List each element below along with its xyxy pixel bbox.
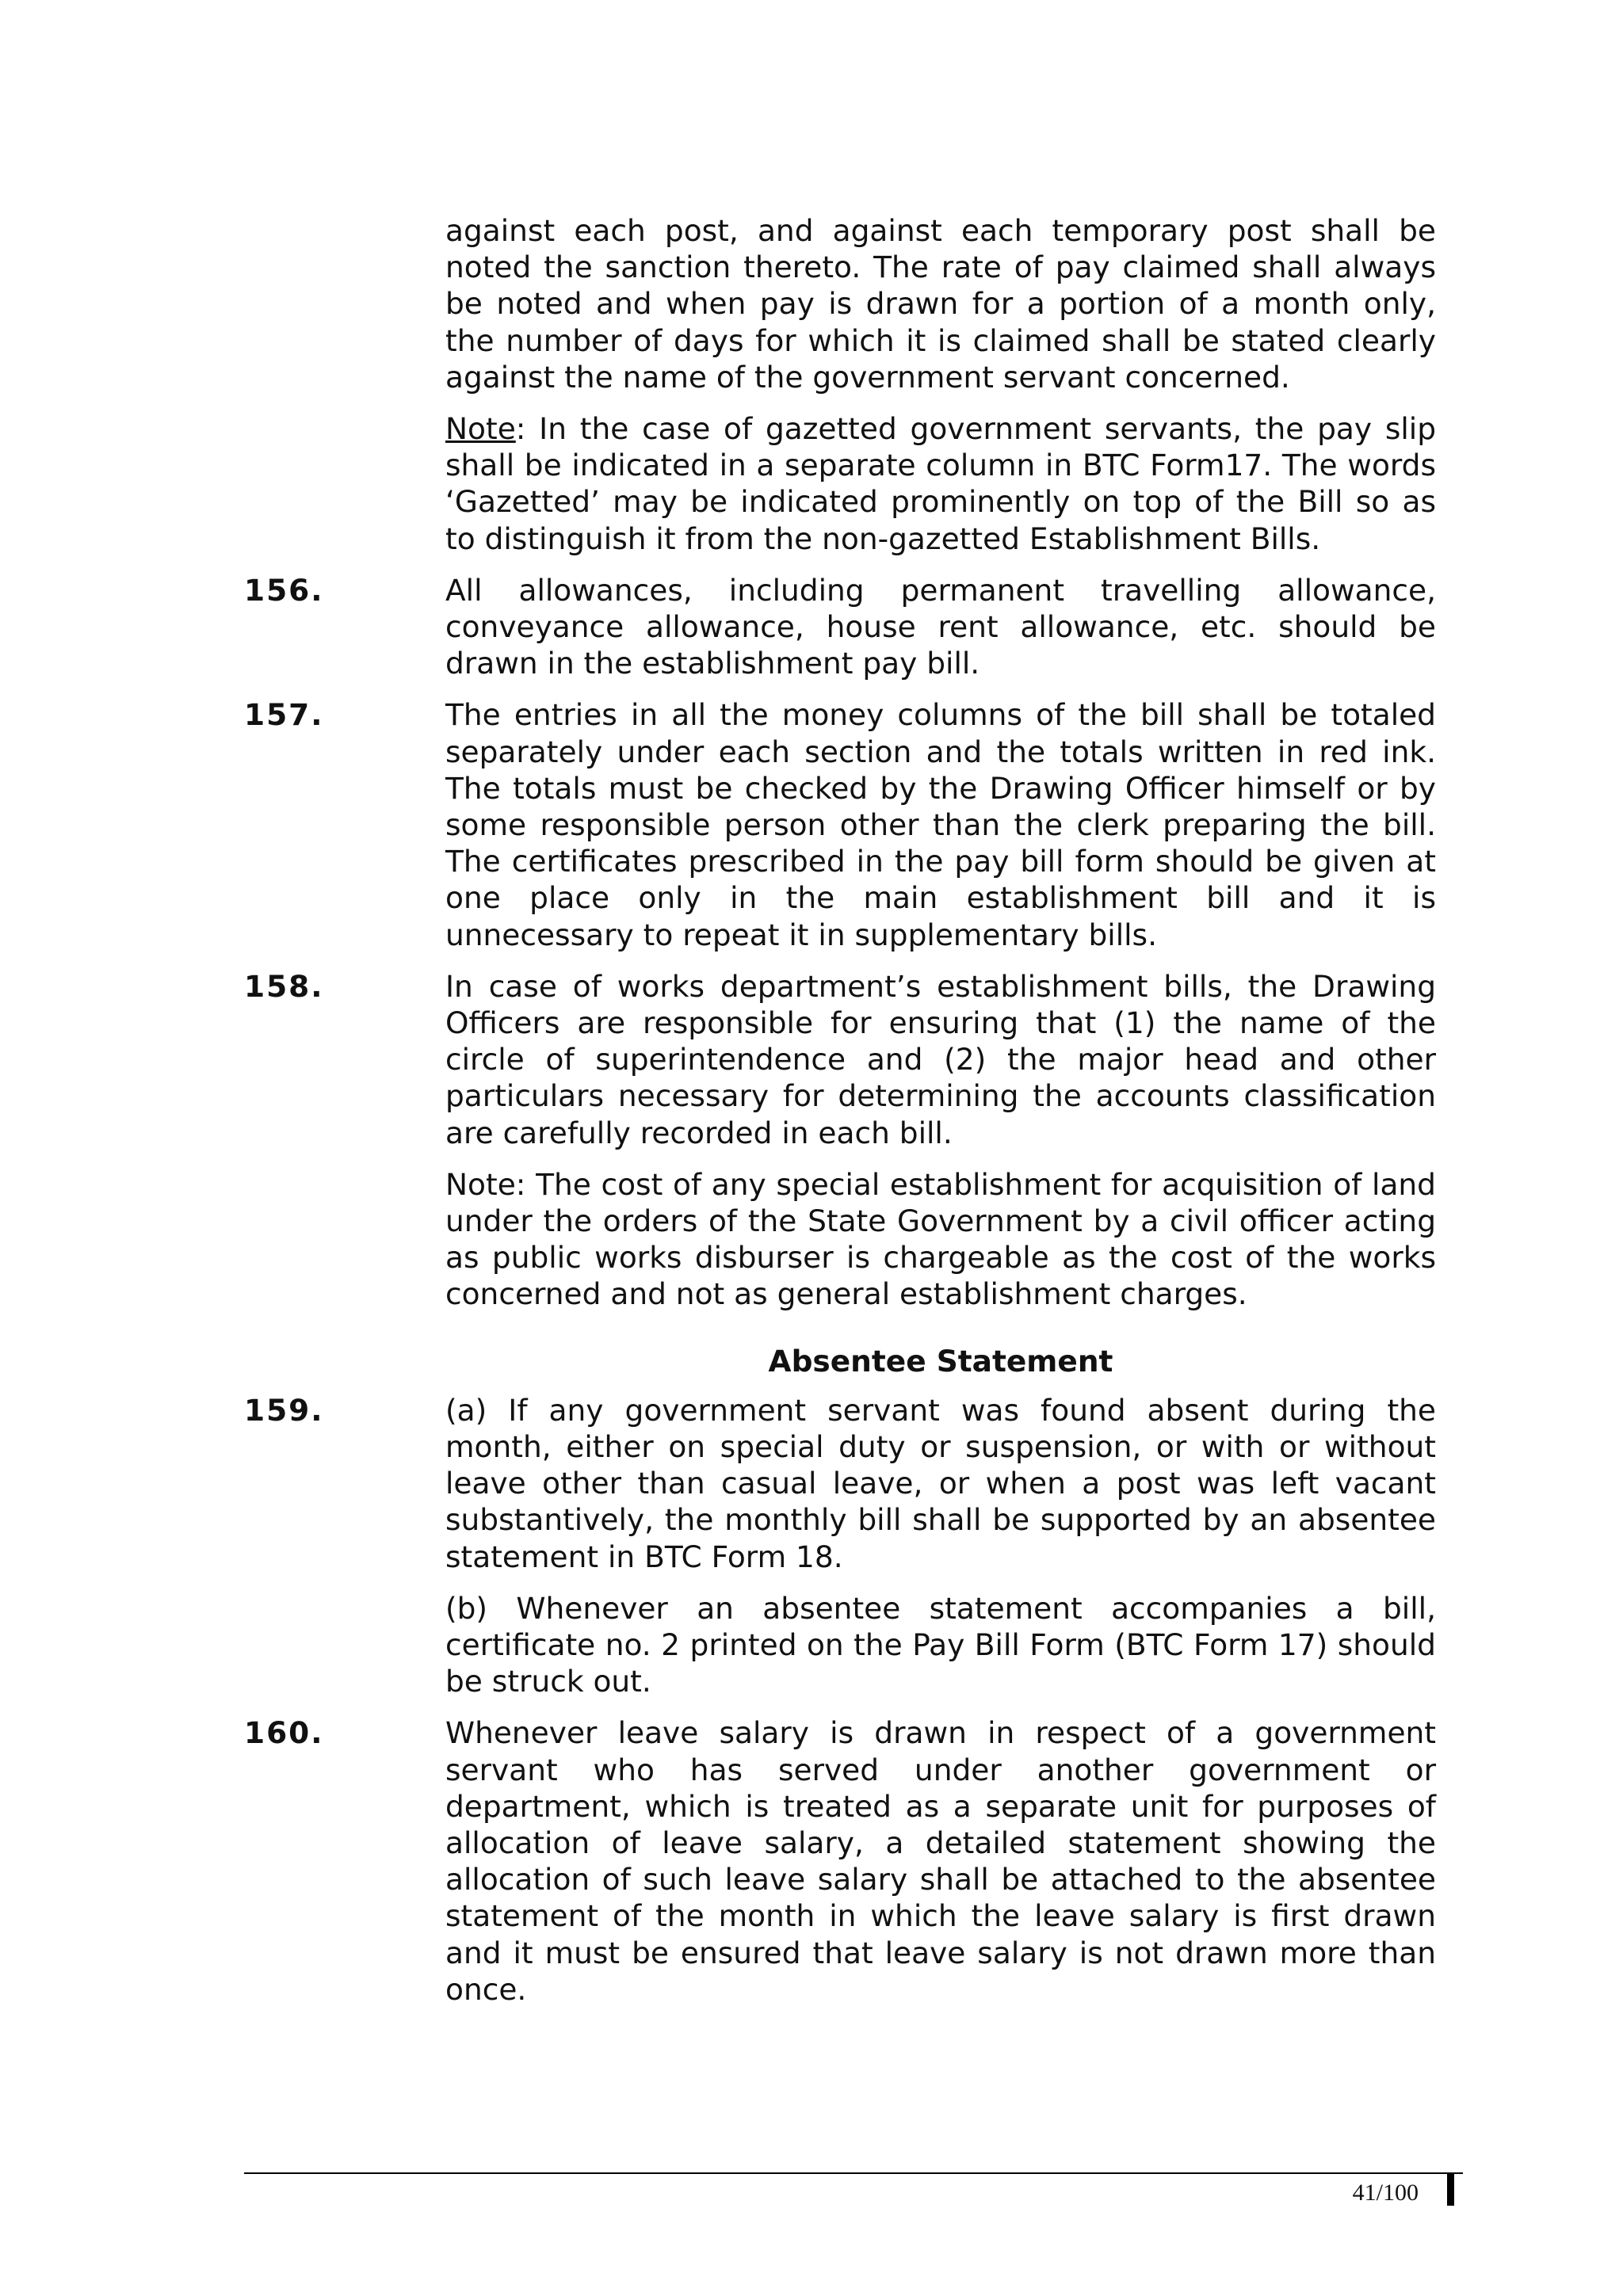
note-label: Note bbox=[445, 411, 516, 447]
section-159a bbox=[244, 1392, 1436, 1575]
section-number: 159. bbox=[244, 1392, 324, 1428]
section-text: In case of works department’s establishment bills, the Drawing Officers are responsible for ensuring that (1) the name of the circle of superintendence and (2) the major head and other particulars necessary for determining the accounts classification are carefully recorded in each bill. bbox=[445, 968, 1436, 1150]
page-number: 41/100 bbox=[1352, 2180, 1419, 2206]
section-157 bbox=[244, 696, 1436, 952]
note-text: Note: The cost of any special establishment for acquisition of land under the orders of the State Government by a civil officer acting as public works disburser is chargeable as the cost of the works concerned and not as general establishment charges. bbox=[445, 1166, 1436, 1312]
note-public-works bbox=[244, 1166, 1436, 1313]
section-156 bbox=[244, 572, 1436, 682]
note-text: : In the case of gazetted government servants, the pay slip shall be indicated in a separate column in BTC Form17. The words ‘Gazetted’ may be indicated prominently on top of the Bill so as to distinguish it from the non-gazetted Establishment Bills. bbox=[445, 411, 1436, 556]
section-text: All allowances, including permanent travelling allowance, conveyance allowance, house rent allowance, etc. should be drawn in the establishment pay bill. bbox=[445, 572, 1436, 681]
section-text: (b) Whenever an absentee statement accompanies a bill, certificate no. 2 printed on the Pay Bill Form (BTC Form 17) should be struck out. bbox=[445, 1590, 1436, 1699]
section-number: 160. bbox=[244, 1715, 324, 1751]
section-heading: Absentee Statement bbox=[768, 1343, 1113, 1379]
section-number: 158. bbox=[244, 968, 324, 1004]
section-158 bbox=[244, 968, 1436, 1151]
section-number: 156. bbox=[244, 572, 324, 608]
paragraph-continuation bbox=[244, 212, 1436, 395]
section-159b bbox=[244, 1590, 1436, 1700]
footer-bar bbox=[1447, 2172, 1454, 2206]
section-number: 157. bbox=[244, 697, 324, 733]
section-text: (a) If any government servant was found absent during the month, either on special duty or suspension, or with or without leave other than casual leave, or when a post was left vacant substantively, the monthly bill shall be supported by an absentee statement in BTC Form 18. bbox=[445, 1392, 1436, 1574]
footer-rule bbox=[244, 2172, 1463, 2174]
section-text: The entries in all the money columns of the bill shall be totaled separately under each section and the totals written in red ink. The totals must be checked by the Drawing Officer himself or by some responsible person other than the clerk preparing the bill. The certificates prescribed in the pay bill form should be given at one place only in the main establishment bill and it is unnecessary to repeat it in supplementary bills. bbox=[445, 697, 1436, 952]
paragraph-text: against each post, and against each temporary post shall be noted the sanction thereto. The rate of pay claimed shall always be noted and when pay is drawn for a portion of a month only, the number of days for which it is claimed shall be stated clearly against the name of the government servant concerned. bbox=[445, 213, 1436, 395]
note-gazetted bbox=[244, 410, 1436, 557]
document-body bbox=[244, 212, 1436, 2023]
section-160 bbox=[244, 1714, 1436, 2008]
section-text: Whenever leave salary is drawn in respect of a government servant who has served under another government or department, which is treated as a separate unit for purposes of allocation of leave salary, a detailed statement showing the allocation of such leave salary shall be attached to the absentee statement of the month in which the leave salary is first drawn and it must be ensured that leave salary is not drawn more than once. bbox=[445, 1715, 1436, 2007]
